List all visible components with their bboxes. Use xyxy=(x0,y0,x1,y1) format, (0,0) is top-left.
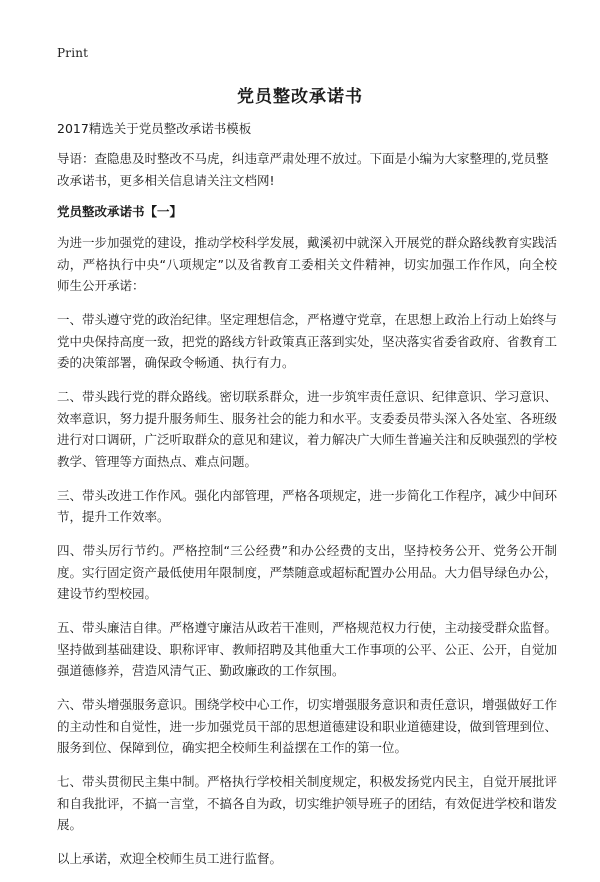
paragraph-item-4: 四、带头厉行节约。严格控制“三公经费”和办公经费的支出，坚持校务公开、党务公开制度。实行固定资产最低使用年限制度，严禁随意或超标配置办公用品。大力倡导绿色办公，建设节约型校园。 xyxy=(57,543,558,601)
paragraph-item-2: 二、带头践行党的群众路线。密切联系群众，进一步筑牢责任意识、纪律意识、学习意识、效率意识，努力提升服务师生、服务社会的能力和水平。支委委员带头深入各处室、各班级进行对口调研，广泛听取群众的意见和建议，着力解决广大师生普遍关注和反映强烈的学校教学、管理等方面热点、难点问题。 xyxy=(57,389,558,469)
paragraph-item-1: 一、带头遵守党的政治纪律。坚定理想信念，严格遵守党章，在思想上政治上行动上始终与党中央保持高度一致，把党的路线方针政策真正落到实处，坚决落实省委省政府、省教育工委的决策部署，确保政令畅通、执行有力。 xyxy=(57,312,558,370)
paragraph-closing: 以上承诺，欢迎全校师生员工进行监督。 xyxy=(57,851,283,866)
section-heading: 党员整改承诺书【一】 xyxy=(57,204,183,219)
document-body xyxy=(57,232,557,882)
document-title: 党员整改承诺书 xyxy=(237,87,363,107)
paragraph-item-3: 三、带头改进工作作风。强化内部管理，严格各项规定，进一步简化工作程序，减少中间环节，提升工作效率。 xyxy=(57,487,558,524)
paragraph-item-6: 六、带头增强服务意识。围绕学校中心工作，切实增强服务意识和责任意识，增强做好工作的主动性和自觉性，进一步加强党员干部的思想道德建设和职业道德建设，做到管理到位、服务到位、保障到位，确实把全校师生利益摆在工作的第一位。 xyxy=(57,697,558,755)
paragraph-preamble: 为进一步加强党的建设，推动学校科学发展，戴溪初中就深入开展党的群众路线教育实践活动，严格执行中央“八项规定”以及省教育工委相关文件精神，切实加强工作作风，向全校师生公开承诺： xyxy=(57,235,558,293)
intro-paragraph: 导语：查隐患及时整改不马虎，纠违章严肃处理不放过。下面是小编为大家整理的,党员整改承诺书，更多相关信息请关注文档网! xyxy=(57,151,549,188)
print-link[interactable]: Print xyxy=(57,46,89,60)
document-subtitle: 2017精选关于党员整改承诺书模板 xyxy=(57,121,252,136)
paragraph-item-5: 五、带头廉洁自律。严格遵守廉洁从政若干准则，严格规范权力行使，主动接受群众监督。坚持做到基础建设、职称评审、教师招聘及其他重大工作事项的公平、公正、公开，自觉加强道德修养，营造风清气正、勤政廉政的工作氛围。 xyxy=(57,620,558,678)
paragraph-item-7: 七、带头贯彻民主集中制。严格执行学校相关制度规定，积极发扬党内民主，自觉开展批评和自我批评，不搞一言堂，不搞各自为政，切实维护领导班子的团结，有效促进学校和谐发展。 xyxy=(57,774,558,832)
